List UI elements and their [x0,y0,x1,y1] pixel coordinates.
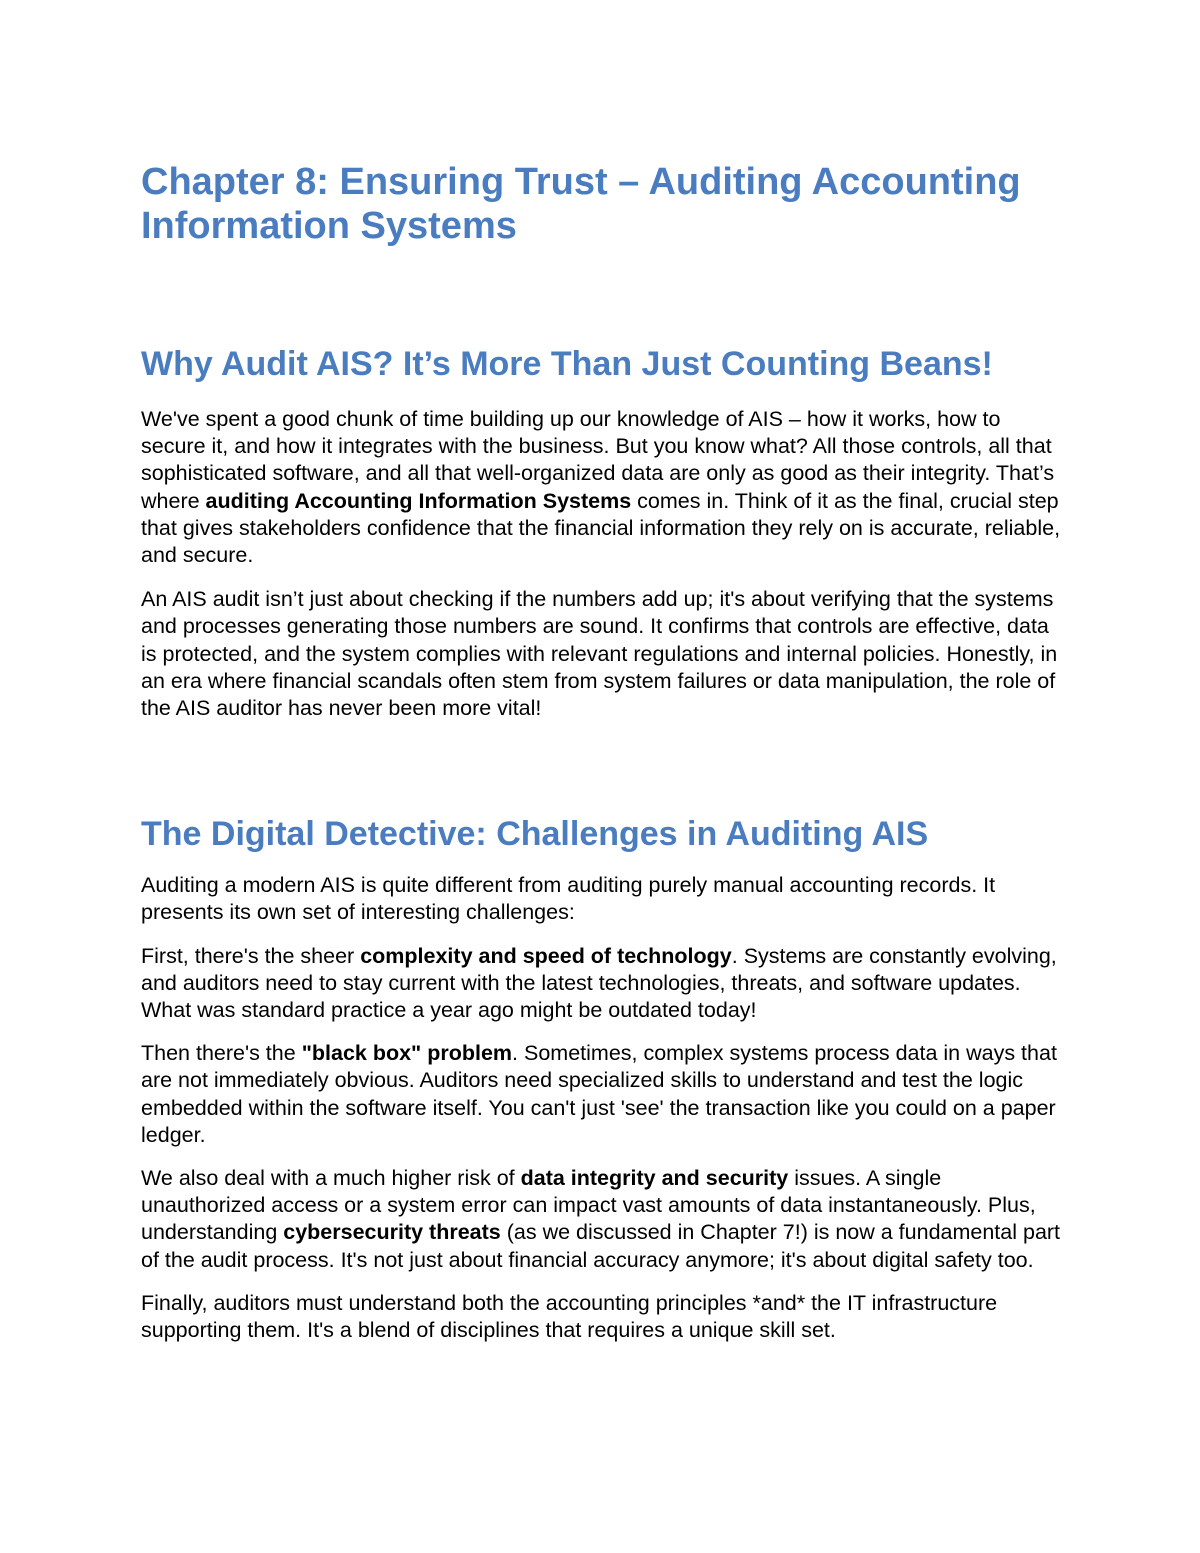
text-run: . Sometimes, complex systems process data in ways that are not immediately obvious. Auditors need specialized skills to understand and test the logic embedded within the software itself. You can't just 'see' the transaction like you could on a paper ledger. [141,1041,1057,1147]
text-run: . Systems are constantly evolving, and auditors need to stay current with the latest technologies, threats, and software updates. What was standard practice a year ago might be outdated today! [141,943,1057,1023]
text-run: issues. A single unauthorized access or a system error can impact vast amounts of data instantaneously. Plus, understanding [141,1166,1036,1245]
paragraph-why-audit-intro [141,406,1061,569]
paragraph-complexity [141,943,1061,1025]
bold-term-auditing-ais: auditing Accounting Information Systems [205,488,632,513]
bold-term-complexity: complexity and speed of technology [360,943,732,968]
document-page [141,160,1061,1344]
paragraph-why-audit-detail: An AIS audit isn’t just about checking if the numbers add up; it's about verifying that the systems and processes generating those numbers are sound. It confirms that controls are effective, data is protected, and the system complies with relevant regulations and internal policies. Honestly, in an era where financial scandals often stem from system failures or data manipulation, the role of the AIS auditor has never been more vital! [141,587,1058,721]
text-run: First, there's the sheer [141,943,361,968]
text-run: comes in. Think of it as the final, crucial step that gives stakeholders confidence that the financial information they rely on is accurate, reliable, and secure. [141,488,1061,568]
bold-term-black-box: "black box" problem [301,1041,513,1066]
bold-term-cybersecurity: cybersecurity threats [283,1220,501,1245]
paragraph-challenges-intro: Auditing a modern AIS is quite different from auditing purely manual accounting records. It presents its own set of interesting challenges: [141,873,996,925]
bold-term-data-integrity: data integrity and security [520,1166,789,1191]
paragraph-finally: Finally, auditors must understand both the accounting principles *and* the IT infrastructure supporting them. It's a blend of disciplines that requires a unique skill set. [141,1290,998,1343]
chapter-title: Chapter 8: Ensuring Trust – Auditing Accounting Information Systems [141,161,1021,247]
section-heading-why-audit: Why Audit AIS? It’s More Than Just Counting Beans! [141,345,993,383]
text-run: (as we discussed in Chapter 7!) is now a fundamental part of the audit process. It's not just about financial accuracy anymore; it's about digital safety too. [141,1220,1061,1272]
paragraph-black-box [141,1040,1061,1149]
paragraph-data-integrity [141,1165,1061,1274]
text-run: We also deal with a much higher risk of [141,1166,521,1191]
text-run: We've spent a good chunk of time building up our knowledge of AIS – how it works, how to secure it, and how it integrates with the business. But you know what? All those controls, all that sophisticated software, and all that well-organized data are only as good as their integrity. That’s where [141,407,1055,513]
text-run: Then there's the [141,1041,302,1066]
section-heading-digital-detective: The Digital Detective: Challenges in Auditing AIS [141,815,929,854]
